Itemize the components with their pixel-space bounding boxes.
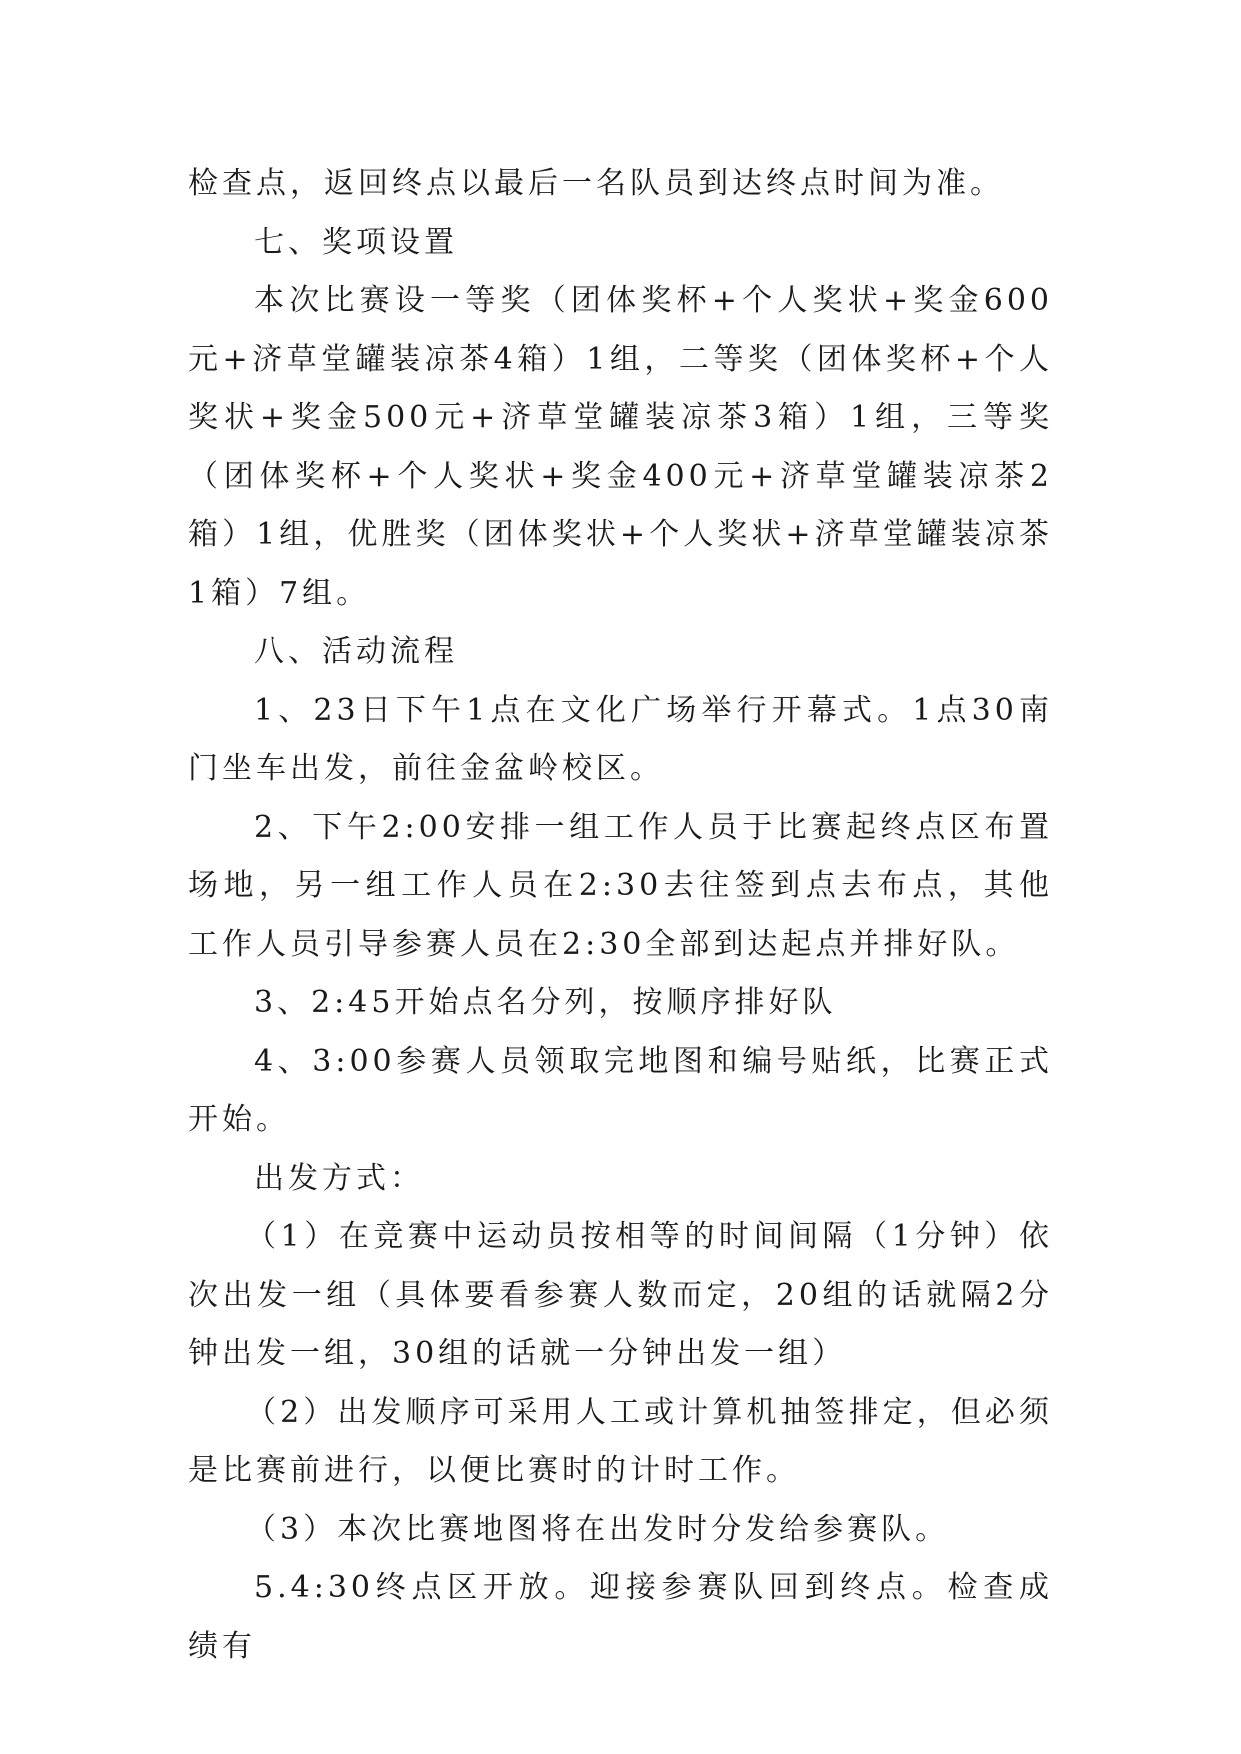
- document-body: [188, 155, 1053, 1676]
- paragraph-checkpoint-rule: 检查点，返回终点以最后一名队员到达终点时间为准。: [188, 166, 1004, 201]
- paragraph-departure-3: （3）本次比赛地图将在出发时分发给参赛队。: [246, 1511, 950, 1547]
- section-heading-process: 八、活动流程: [254, 634, 458, 669]
- paragraph-step-3: 3、2:45开始点名分列，按顺序排好队: [254, 985, 837, 1020]
- paragraph-step-5: 5.4:30终点区开放。迎接参赛队回到终点。检查成绩有: [188, 1570, 1053, 1664]
- paragraph-step-4: 4、3:00参赛人员领取完地图和编号贴纸，比赛正式开始。: [188, 1043, 1053, 1137]
- paragraph-departure-1: （1）在竞赛中运动员按相等的时间间隔（1分钟）依次出发一组（具体要看参赛人数而定，20组的话就隔2分钟出发一组，30组的话就一分钟出发一组）: [188, 1219, 1053, 1371]
- paragraph-departure-2: （2）出发顺序可采用人工或计算机抽签排定，但必须是比赛前进行，以便比赛时的计时工作。: [188, 1394, 1053, 1488]
- section-heading-awards: 七、奖项设置: [254, 224, 458, 260]
- paragraph-step-1: 1、23日下午1点在文化广场举行开幕式。1点30南门坐车出发，前往金盆岭校区。: [188, 692, 1053, 786]
- paragraph-awards: 本次比赛设一等奖（团体奖杯+个人奖状+奖金600元+济草堂罐装凉茶4箱）1组，二等奖（团体奖杯+个人奖状+奖金500元+济草堂罐装凉茶3箱）1组，三等奖（团体奖杯+个人奖状+奖金400元+济草堂罐装凉茶2箱）1组，优胜奖（团体奖状+个人奖状+济草堂罐装凉茶1箱）7组。: [188, 283, 1053, 611]
- subheading-departure: 出发方式：: [254, 1160, 424, 1196]
- paragraph-step-2: 2、下午2:00安排一组工作人员于比赛起终点区布置场地，另一组工作人员在2:30去往签到点去布点，其他工作人员引导参赛人员在2:30全部到达起点并排好队。: [188, 809, 1053, 962]
